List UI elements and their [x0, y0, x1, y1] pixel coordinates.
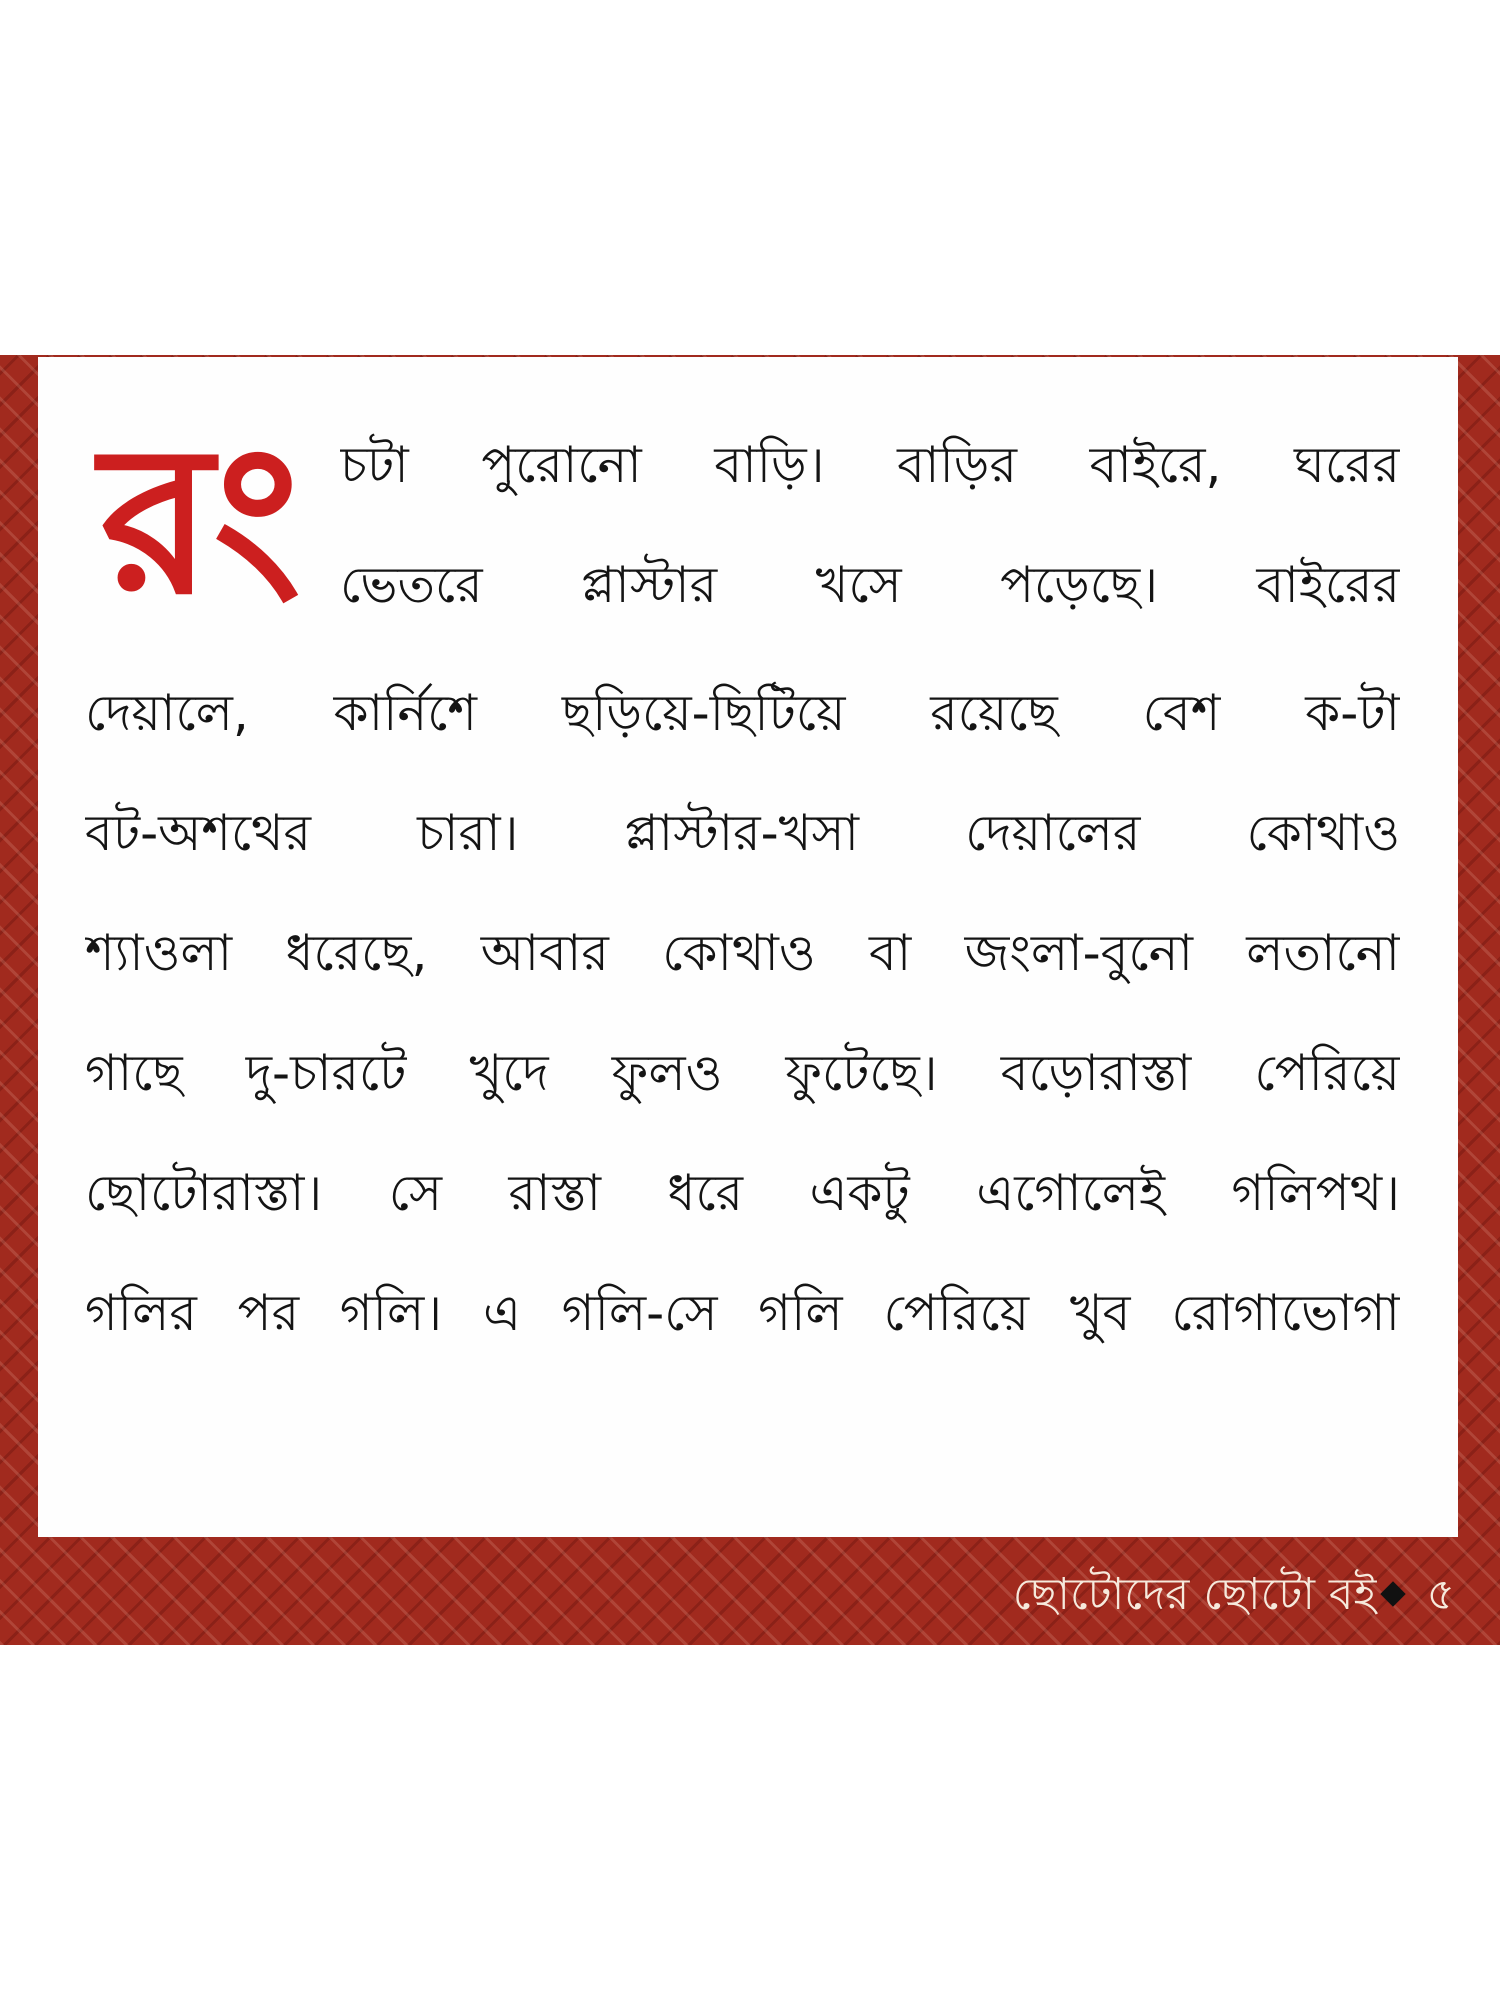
story-line-1: চটা পুরোনো বাড়ি। বাড়ির বাইরে, ঘরের [340, 436, 1400, 494]
story-line-4: বট-অশথের চারা। প্লাস্টার-খসা দেয়ালের কোথাও [85, 804, 1400, 862]
book-title: ছোটোদের ছোটো বই [1012, 1569, 1377, 1620]
diamond-icon [1381, 1581, 1406, 1606]
page-footer [1013, 1555, 1455, 1635]
story-line-2: ভেতরে প্লাস্টার খসে পড়েছে। বাইরের [340, 556, 1400, 614]
story-line-8: গলির পর গলি। এ গলি-সে গলি পেরিয়ে খুব রোগাভোগা [85, 1284, 1400, 1342]
story-line-3: দেয়ালে, কার্নিশে ছড়িয়ে-ছিটিয়ে রয়েছে বেশ ক-টা [85, 684, 1400, 742]
drop-cap: রং [100, 400, 302, 640]
story-line-7: ছোটোরাস্তা। সে রাস্তা ধরে একটু এগোলেই গলিপথ। [85, 1164, 1400, 1222]
story-line-6: গাছে দু-চারটে খুদে ফুলও ফুটেছে। বড়োরাস্তা পেরিয়ে [85, 1044, 1400, 1102]
story-line-5: শ্যাওলা ধরেছে, আবার কোথাও বা জংলা-বুনো লতানো [85, 924, 1400, 982]
page-number: ৫ [1426, 1569, 1455, 1620]
